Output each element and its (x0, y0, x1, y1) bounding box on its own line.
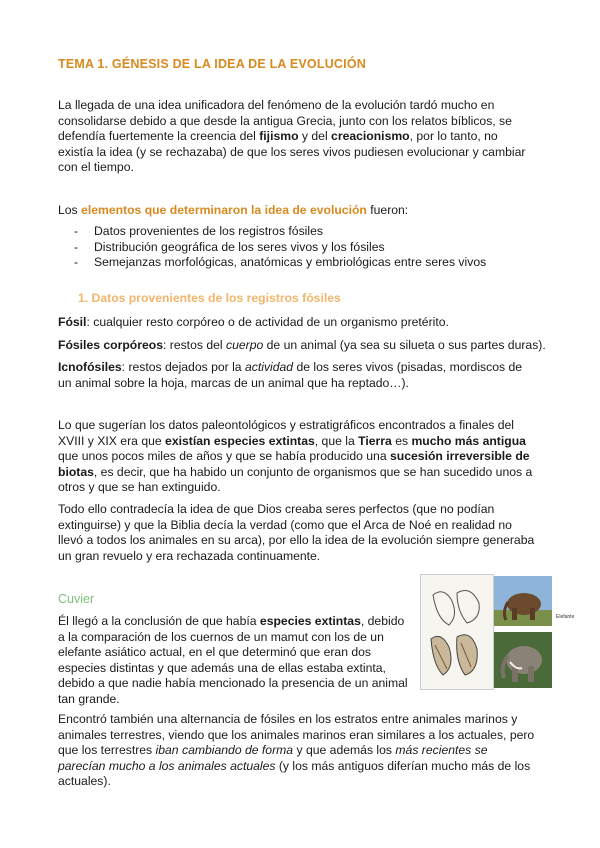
elementos-intro: Los elementos que determinaron la idea de evolución fueron: (58, 203, 409, 217)
fosil-definition: Fósil: cualquier resto corpóreo o de actividad de un organismo pretérito. (58, 315, 449, 329)
todo-paragraph: Todo ello contradecía la idea de que Dios creaba seres perfectos (que no podían extinguirse) y que la Biblia decía la verdad (como que el Arca de Noé en realidad no llevó a todos los animales en su arca), por ello la idea de la evolución siempre generaba un gran revuelo y era rechazada continuamente. (58, 502, 535, 563)
elephant-photo (494, 632, 552, 688)
cuvier-heading: Cuvier (58, 592, 95, 606)
datos-paragraph: Lo que sugerían los datos paleontológicos y estratigráficos encontrados a finales del XVIII y XIX era que existían especies extintas, que la Tierra es mucho más antigua que unos pocos miles de años y que se había producido una sucesión irreversible de biotas, es decir, que ha habido un conjunto de organismos que se han sucedido unos a otros y que se han extinguido. (58, 418, 533, 495)
intro-paragraph: La llegada de una idea unificadora del fenómeno de la evolución tardó mucho en consolidarse debido a que desde la antigua Grecia, junto con los relatos bíblicos, se defendía fuertemente la creencia del fijismo y del creacionismo, por lo tanto, no existía la idea (y se rechazaba) de que los seres vivos pudiesen evolucionar y cambiar con el tiempo. (58, 98, 526, 175)
figure-caption: Elefante (556, 614, 575, 620)
jaw-engraving-image (420, 574, 494, 690)
list-item: - Semejanzas morfológicas, anatómicas y embriológicas entre seres vivos (74, 255, 534, 271)
list-item: - Distribución geográfica de los seres vivos y los fósiles (74, 240, 534, 256)
cuvier-paragraph: Él llegó a la conclusión de que había especies extintas, debido a la comparación de los cuernos de un mamut con los de un elefante asiático actual, en el que determinó que eran dos especies distintas y que además una de ellas estaba extinta, debido a que nadie había mencionado la presencia de un animal tan grande. (58, 614, 408, 706)
section-heading: 1. Datos provenientes de los registros fósiles (78, 291, 341, 305)
list-item: - Datos provenientes de los registros fósiles (74, 224, 534, 240)
mammoth-photo (494, 576, 552, 626)
elementos-list (74, 224, 534, 271)
fosiles-corporeos-definition: Fósiles corpóreos: restos del cuerpo de un animal (ya sea su silueta o sus partes duras). (58, 338, 546, 352)
encontro-paragraph: Encontró también una alternancia de fósiles en los estratos entre animales marinos y animales terrestres, viendo que los animales marinos eran similares a los actuales, pero que los terrestres iban cambiando de forma y que además los más recientes se parecían mucho a los animales actuales (y los más antiguos diferían mucho más de los actuales). (58, 712, 535, 789)
icnofosiles-definition: Icnofósiles: restos dejados por la actividad de los seres vivos (pisadas, mordiscos de un animal sobre la hoja, marcas de un animal que ha reptado…). (58, 360, 523, 390)
page-title: TEMA 1. GÉNESIS DE LA IDEA DE LA EVOLUCIÓN (58, 57, 366, 71)
